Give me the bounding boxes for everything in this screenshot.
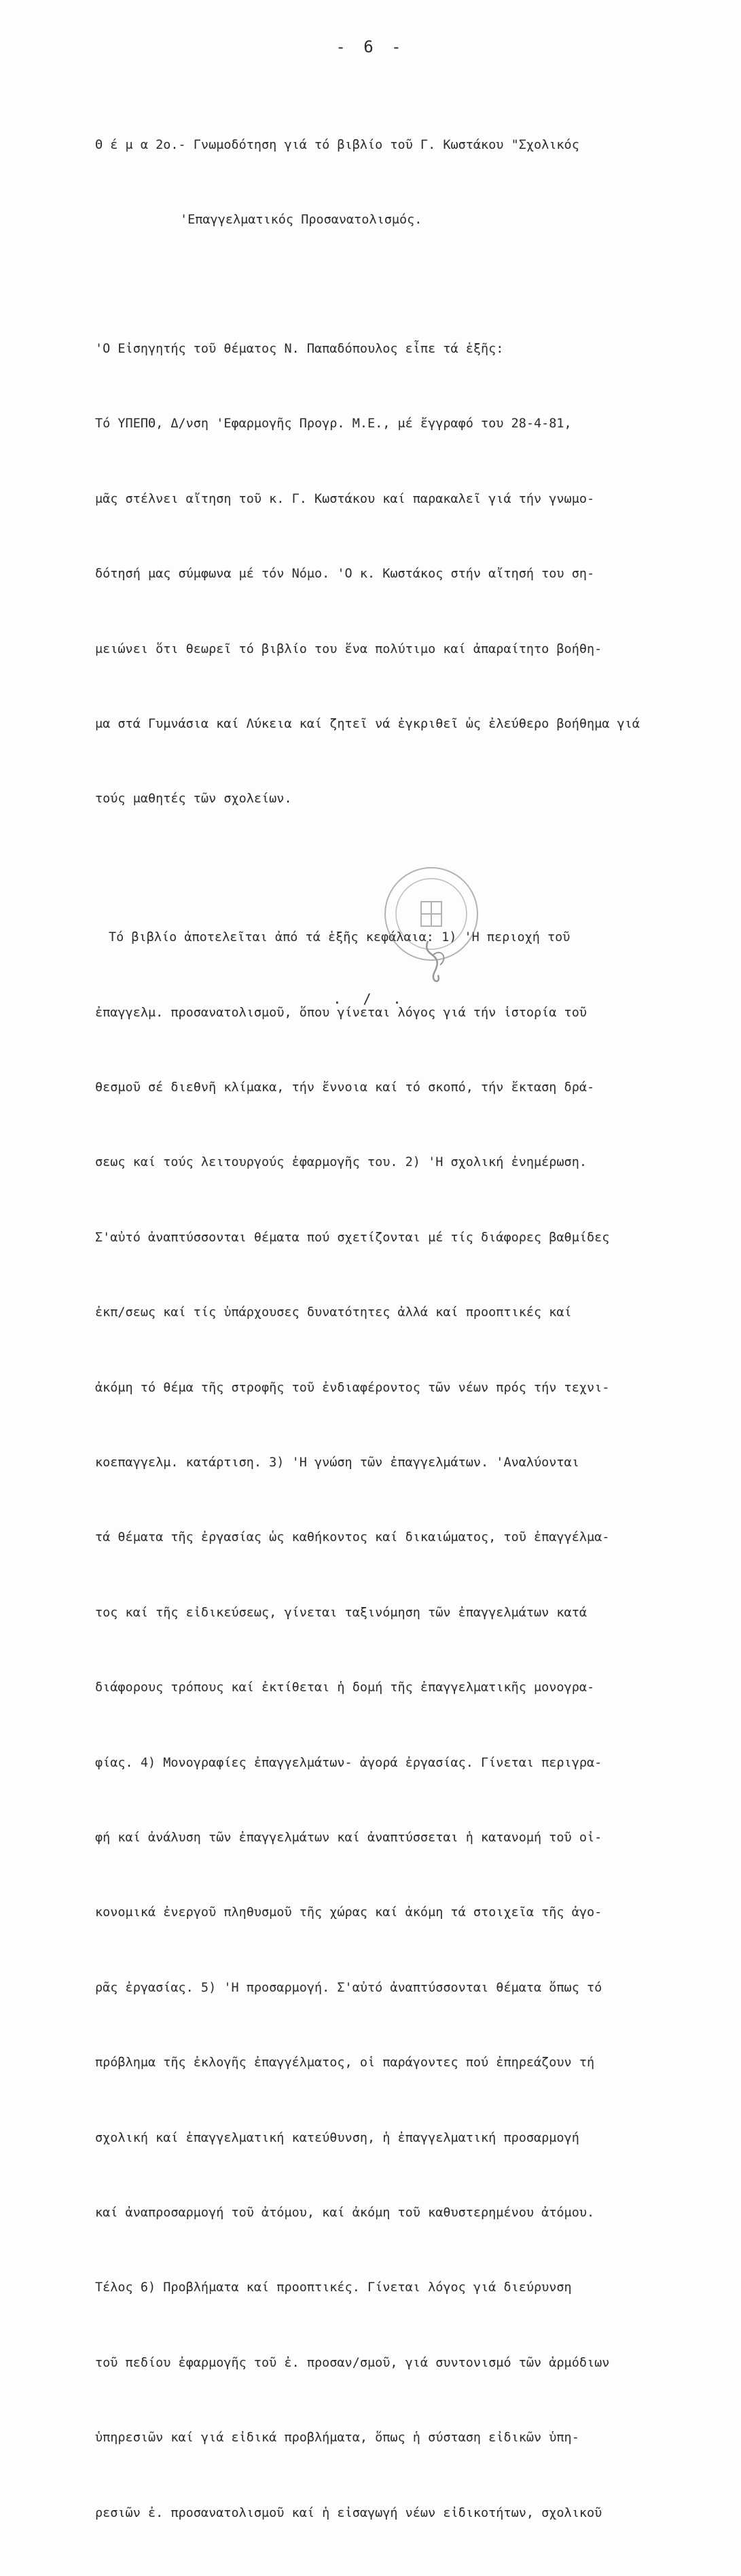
paragraph2-line-11: φίας. 4) Μονογραφίες ἐπαγγελμάτων- ἀγορά ἐργασίας. Γίνεται περιγρα- [95, 1755, 602, 1770]
paragraph2-line-15: πρόβλημα τῆς ἐκλογῆς ἐπαγγέλματος, οἱ παράγοντες πού ἐπηρεάζουν τή [95, 2055, 595, 2070]
paragraph2-line-0: Τό βιβλίο ἀποτελεῖται ἀπό τά ἑξῆς κεφάλαια: 1) 'Η περιοχή τοῦ [109, 930, 571, 945]
heading-line-1: Θ έ μ α 2ο.- Γνωμοδότηση γιά τό βιβλίο τοῦ Γ. Κωστάκου "Σχολικός [95, 137, 579, 152]
paragraph2-line-17: καί ἀναπροσαρμογή τοῦ ἀτόμου, καί ἀκόμη τοῦ καθυστερημένου ἀτόμου. [95, 2205, 595, 2220]
paragraph1-line-2: μᾶς στέλνει αἴτηση τοῦ κ. Γ. Κωστάκου καί παρακαλεῖ γιά τήν γνωμο- [95, 491, 595, 506]
paragraph2-line-14: ρᾶς ἐργασίας. 5) 'Η προσαρμογή. Σ'αὐτό ἀναπτύσσονται θέματα ὅπως τό [95, 1980, 602, 1995]
paragraph2-line-10: διάφορους τρόπους καί ἐκτίθεται ἡ δομή τῆς ἐπαγγελματικῆς μονογρα- [95, 1680, 595, 1695]
paragraph2-line-5: ἐκπ/σεως καί τίς ὑπάρχουσες δυνατότητες ἀλλά καί προοπτικές καί [95, 1305, 572, 1320]
paragraph2-line-18: Τέλος 6) Προβλήματα καί προοπτικές. Γίνεται λόγος γιά διεύρυνση [95, 2280, 572, 2295]
paragraph2-line-2: θεσμοῦ σέ διεθνῆ κλίμακα, τήν ἔννοια καί τό σκοπό, τήν ἔκταση δρά- [95, 1080, 595, 1095]
paragraph2-line-19: τοῦ πεδίου ἐφαρμογῆς τοῦ ἐ. προσαν/σμοῦ, γιά συντονισμό τῶν ἁρμόδιων [95, 2355, 610, 2370]
paragraph2-line-6: ἀκόμη τό θέμα τῆς στροφῆς τοῦ ἐνδιαφέροντος τῶν νέων πρός τήν τεχνι- [95, 1380, 610, 1395]
paragraph2-line-3: σεως καί τούς λειτουργούς ἐφαρμογῆς του. 2) 'Η σχολική ἐνημέρωση. [95, 1155, 587, 1170]
paragraph2-line-13: κονομικά ἐνεργοῦ πληθυσμοῦ τῆς χώρας καί ἀκόμη τά στοιχεῖα τῆς ἀγο- [95, 1905, 602, 1920]
paragraph2-line-8: τά θέματα τῆς ἐργασίας ὡς καθήκοντος καί δικαιώματος, τοῦ ἐπαγγέλμα- [95, 1530, 610, 1545]
page-number: - 6 - [336, 37, 405, 56]
paragraph2-line-12: φή καί ἀνάλυση τῶν ἐπαγγελμάτων καί ἀναπτύσσεται ἡ κατανομή τοῦ οἰ- [95, 1830, 602, 1845]
paragraph1-line-1: Τό ΥΠΕΠΘ, Δ/νση 'Εφαρμογῆς Προγρ. Μ.Ε., μέ ἔγγραφό του 28-4-81, [95, 417, 572, 431]
paper-spot [706, 489, 734, 530]
paragraph2-line-7: κοεπαγγελμ. κατάρτιση. 3) 'Η γνώση τῶν ἐπαγγελμάτων. 'Αναλύονται [95, 1455, 579, 1470]
paragraph2-line-1: ἐπαγγελμ. προσανατολισμοῦ, ὅπου γίνεται λόγος γιά τήν ἱστορία τοῦ [95, 1005, 587, 1020]
paragraph1-line-6: τούς μαθητές τῶν σχολείων. [95, 792, 292, 807]
paragraph1-line-4: μειώνει ὅτι θεωρεῖ τό βιβλίο του ἕνα πολύτιμο καί ἀπαραίτητο βοήθη- [95, 641, 602, 656]
paragraph2-line-9: τος καί τῆς εἰδικεύσεως, γίνεται ταξινόμηση τῶν ἐπαγγελμάτων κατά [95, 1605, 587, 1620]
paragraph1-line-5: μα στά Γυμνάσια καί Λύκεια καί ζητεῖ νά ἐγκριθεῖ ὡς ἐλεύθερο βοήθημα γιά [95, 716, 640, 731]
heading-line-2: 'Επαγγελματικός Προσανατολισμός. [180, 212, 422, 227]
paragraph1-line-3: δότησή μας σύμφωνα μέ τόν Νόμο. 'Ο κ. Κωστάκος στήν αἴτησή του ση- [95, 567, 595, 582]
continuation-mark: . / . [333, 991, 408, 1007]
document-body [95, 83, 727, 2576]
paragraph2-line-20: ὑπηρεσιῶν καί γιά εἰδικά προβλήματα, ὅπως ἡ σύσταση εἰδικῶν ὑπη- [95, 2431, 579, 2446]
paragraph2-line-16: σχολική καί ἐπαγγελματική κατεύθυνση, ἡ ἐπαγγελματική προσαρμογή [95, 2130, 579, 2145]
paragraph1-line-0: 'Ο Εἰσηγητής τοῦ θέματος Ν. Παπαδόπουλος εἶπε τά ἑξῆς: [95, 341, 504, 356]
paragraph2-line-4: Σ'αὐτό ἀναπτύσσονται θέματα πού σχετίζονται μέ τίς διάφορες βαθμίδες [95, 1230, 610, 1245]
paragraph2-line-21: ρεσιῶν ἐ. προσανατολισμοῦ καί ἡ εἰσαγωγή νέων εἰδικοτήτων, σχολικοῦ [95, 2505, 602, 2520]
official-stamp-image [380, 839, 482, 989]
